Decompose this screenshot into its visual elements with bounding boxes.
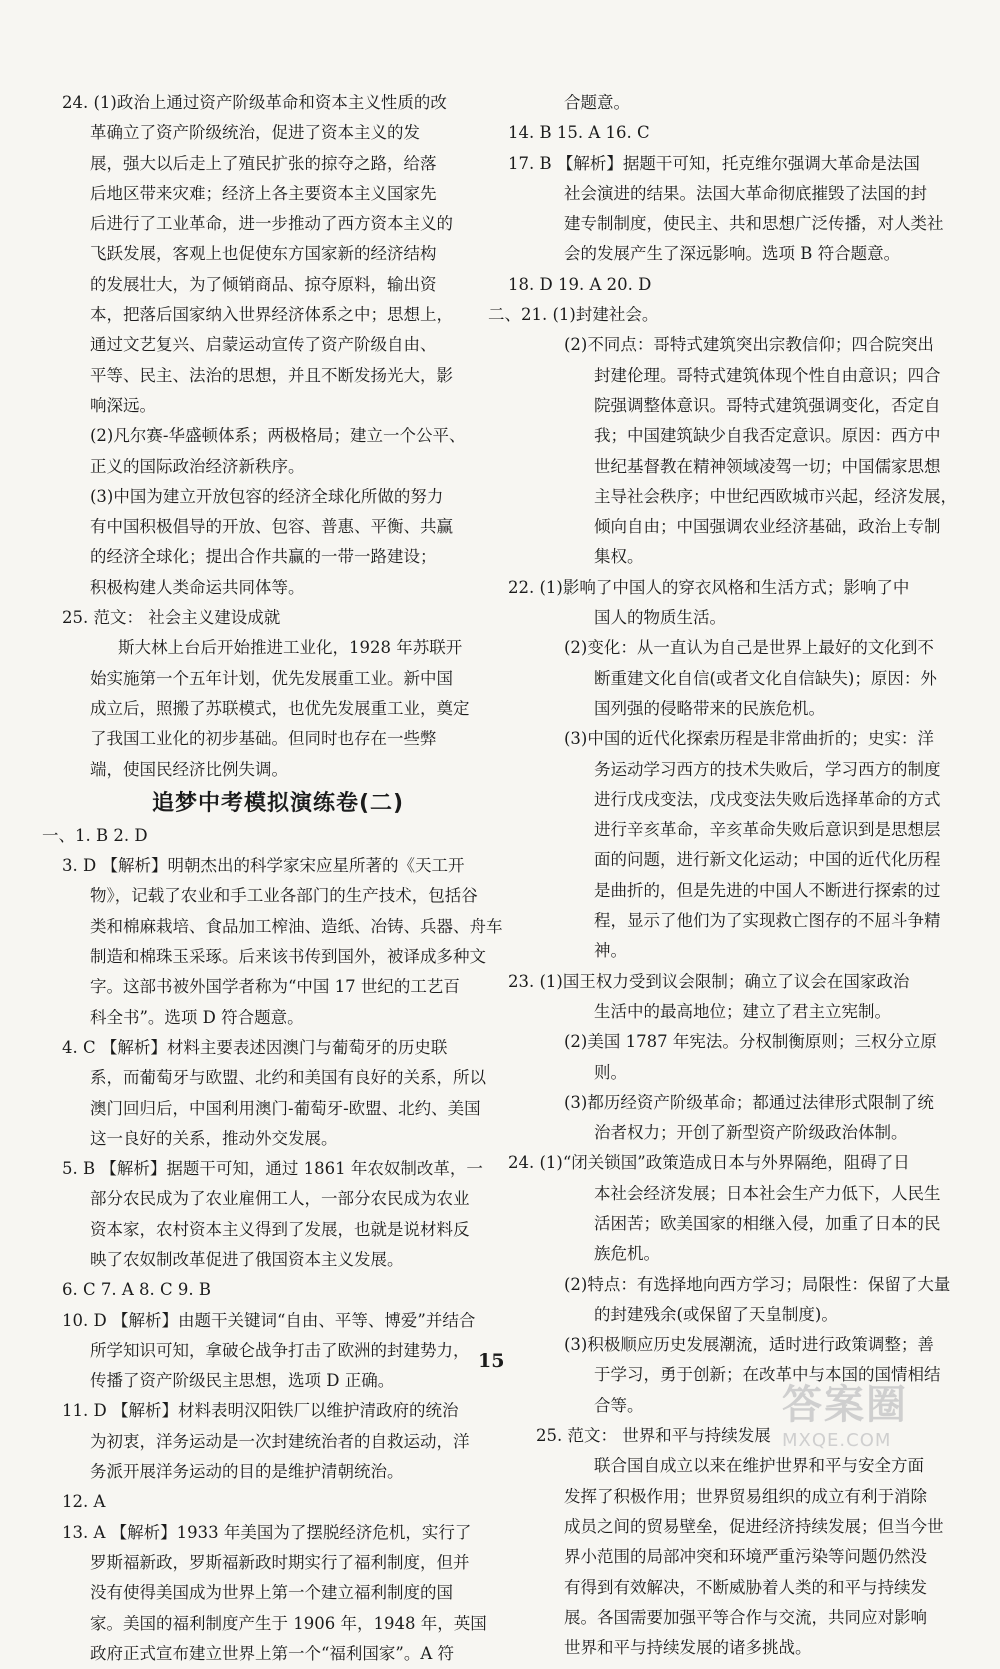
watermark-logo-text: 答案圈	[782, 1382, 908, 1428]
text-line: 世纪基督教在精神领域凌驾一切；中国儒家思想	[594, 456, 941, 476]
text-line: 政府正式宣布建立世界上第一个“福利国家”。A 符	[90, 1643, 455, 1663]
text-line: 有中国积极倡导的开放、包容、普惠、平衡、共赢	[90, 517, 453, 537]
text-line: 本，把落后国家纳入世界经济体系之中；思想上，	[90, 305, 453, 325]
text-line: 3. D 【解析】明朝杰出的科学家宋应星所著的《天工开	[62, 856, 465, 876]
text-line: 有得到有效解决，不断威胁着人类的和平与持续发	[564, 1577, 927, 1597]
text-line: 23. (1)国王权力受到议会限制；确立了议会在国家政治	[508, 971, 910, 991]
text-line: (2)美国 1787 年宪法。分权制衡原则；三权分立原	[564, 1032, 937, 1052]
text-line: 合等。	[594, 1395, 644, 1415]
text-line: 倾向自由；中国强调农业经济基础，政治上专制	[594, 517, 941, 537]
text-line: (2)不同点：哥特式建筑突出宗教信仰；四合院突出	[564, 335, 934, 355]
text-line: 一、1. B 2. D	[42, 825, 148, 845]
text-line: 是曲折的，但是先进的中国人不断进行探索的过	[594, 880, 941, 900]
text-line: 10. D 【解析】由题干关键词“自由、平等、博爱”并结合	[62, 1310, 476, 1330]
text-line: 社会演进的结果。法国大革命彻底摧毁了法国的封	[564, 183, 927, 203]
text-line: 发挥了积极作用；世界贸易组织的成立有利于消除	[564, 1486, 927, 1506]
text-line: 部分农民成为了农业雇佣工人，一部分农民成为农业	[90, 1189, 470, 1209]
text-line: 22. (1)影响了中国人的穿衣风格和生活方式；影响了中	[508, 577, 910, 597]
text-line: 25. 范文： 世界和平与持续发展	[536, 1426, 771, 1446]
text-line: 没有使得美国成为世界上第一个建立福利制度的国	[90, 1583, 453, 1603]
text-line: 断重建文化自信(或者文化自信缺失)；原因：外	[594, 668, 937, 688]
page-number: 15	[478, 1350, 505, 1372]
text-line: 二、21. (1)封建社会。	[488, 305, 659, 325]
text-line: 始实施第一个五年计划，优先发展重工业。新中国	[90, 668, 453, 688]
text-line: 联合国自成立以来在维护世界和平与安全方面	[594, 1456, 924, 1476]
text-line: 展，强大以后走上了殖民扩张的掠夺之路，给落	[90, 153, 437, 173]
text-line: 斯大林上台后开始推进工业化，1928 年苏联开	[118, 638, 463, 658]
section-title: 追梦中考模拟演练卷(二)	[151, 790, 405, 816]
text-line: 科全书”。选项 D 符合题意。	[90, 1007, 304, 1027]
text-line: 积极构建人类命运共同体等。	[90, 577, 305, 597]
text-line: 25. 范文： 社会主义建设成就	[62, 608, 281, 628]
text-line: 映了农奴制改革促进了俄国资本主义发展。	[90, 1249, 404, 1269]
text-line: (3)都历经资产阶级革命；都通过法律形式限制了统	[564, 1092, 934, 1112]
text-line: 11. D 【解析】材料表明汉阳铁厂以维护清政府的统治	[62, 1401, 459, 1421]
text-line: 资本家，农村资本主义得到了发展，也就是说材料反	[90, 1219, 470, 1239]
text-line: 我；中国建筑缺少自我否定意识。原因：西方中	[594, 426, 941, 446]
text-line: 进行戊戌变法，戊戌变法失败后选择革命的方式	[594, 789, 941, 809]
text-line: 飞跃发展，客观上也促使东方国家新的经济结构	[90, 244, 437, 264]
text-line: 12. A	[62, 1492, 106, 1512]
text-line: 家。美国的福利制度产生于 1906 年，1948 年，英国	[90, 1613, 487, 1633]
text-line: 这一良好的关系，推动外交发展。	[90, 1128, 338, 1148]
text-line: 进行辛亥革命，辛亥革命失败后意识到是思想层	[594, 820, 941, 840]
text-line: 字。这部书被外国学者称为“中国 17 世纪的工艺百	[90, 977, 460, 997]
text-line: 24. (1)政治上通过资产阶级革命和资本主义性质的改	[62, 93, 447, 112]
text-line: 后进行了工业革命，进一步推动了西方资本主义的	[90, 214, 453, 234]
text-line: 端，使国民经济比例失调。	[90, 759, 288, 779]
text-line: 5. B 【解析】据题干可知，通过 1861 年农奴制改革，一	[62, 1159, 483, 1179]
text-line: 世界和平与持续发展的诸多挑战。	[564, 1638, 812, 1658]
text-line: 集权。	[594, 547, 644, 567]
text-line: 神。	[594, 941, 627, 961]
text-line: 生活中的最高地位；建立了君主立宪制。	[594, 1001, 891, 1021]
text-line: 所学知识可知，拿破仑战争打击了欧洲的封建势力，	[90, 1340, 470, 1360]
text-line: (3)中国的近代化探索历程是非常曲折的；史实：洋	[564, 729, 934, 749]
text-line: 澳门回归后，中国利用澳门-葡萄牙-欧盟、北约、美国	[90, 1098, 481, 1118]
text-line: 治者权力；开创了新型资产阶级政治体制。	[594, 1123, 908, 1143]
text-line: 响深远。	[90, 395, 156, 415]
text-line: 成立后，照搬了苏联模式，也优先发展重工业，奠定	[90, 698, 470, 718]
text-line: 4. C 【解析】材料主要表述因澳门与葡萄牙的历史联	[62, 1037, 448, 1057]
text-line: 展。各国需要加强平等合作与交流，共同应对影响	[564, 1607, 927, 1627]
text-line: 系，而葡萄牙与欧盟、北约和美国有良好的关系，所以	[90, 1068, 486, 1088]
text-line: 主导社会秩序；中世纪西欧城市兴起，经济发展，	[594, 486, 957, 506]
text-line: 封建伦理。哥特式建筑体现个性自由意识；四合	[594, 365, 941, 385]
text-line: (3)中国为建立开放包容的经济全球化所做的努力	[90, 486, 444, 506]
text-line: 14. B 15. A 16. C	[508, 123, 650, 143]
watermark-logo	[782, 1373, 982, 1453]
text-line: 的经济全球化；提出合作共赢的一带一路建设；	[90, 547, 437, 567]
text-line: 24. (1)“闭关锁国”政策造成日本与外界隔绝，阻碍了日	[508, 1153, 910, 1173]
text-line: (3)积极顺应历史发展潮流，适时进行政策调整；善	[564, 1335, 934, 1355]
text-line: 后地区带来灾难；经济上各主要资本主义国家先	[90, 183, 437, 203]
text-line: 面的问题，进行新文化运动；中国的近代化历程	[594, 850, 941, 870]
text-line: 国列强的侵略带来的民族危机。	[594, 698, 825, 718]
text-line: 于学习，勇于创新；在改革中与本国的国情相结	[594, 1365, 941, 1385]
text-line: 6. C 7. A 8. C 9. B	[62, 1280, 211, 1300]
text-line: 物》，记载了农业和手工业各部门的生产技术，包括谷	[90, 886, 478, 906]
text-line: 务派开展洋务运动的目的是维护清朝统治。	[90, 1462, 404, 1482]
left-column	[42, 88, 503, 1669]
text-line: 的发展壮大，为了倾销商品、掠夺原料，输出资	[90, 274, 437, 294]
text-line: 罗斯福新政，罗斯福新政时期实行了福利制度，但并	[90, 1552, 470, 1572]
text-line: 本社会经济发展；日本社会生产力低下，人民生	[594, 1183, 941, 1203]
text-line: 13. A 【解析】1933 年美国为了摆脱经济危机，实行了	[62, 1522, 472, 1542]
text-line: (2)凡尔赛-华盛顿体系；两极格局；建立一个公平、	[90, 426, 466, 446]
text-line: 建专制制度，使民主、共和思想广泛传播，对人类社	[564, 214, 944, 234]
text-line: 成员之间的贸易壁垒，促进经济持续发展；但当今世	[564, 1516, 944, 1536]
text-line: 会的发展产生了深远影响。选项 B 符合题意。	[564, 244, 901, 264]
text-line: 合题意。	[564, 93, 630, 112]
text-line: 了我国工业化的初步基础。但同时也存在一些弊	[90, 729, 437, 749]
text-line: 的封建残余(或保留了天皇制度)。	[594, 1304, 838, 1324]
text-line: 平等、民主、法治的思想，并且不断发扬光大，影	[90, 365, 453, 385]
text-line: 族危机。	[594, 1244, 660, 1264]
text-line: 传播了资产阶级民主思想，选项 D 正确。	[90, 1371, 395, 1391]
text-line: (2)特点：有选择地向西方学习；局限性：保留了大量	[564, 1274, 951, 1294]
text-line: 制造和棉珠玉采琢。后来该书传到国外，被译成多种文	[90, 947, 486, 967]
text-line: 程，显示了他们为了实现救亡图存的不屈斗争精	[594, 911, 941, 931]
text-line: 18. D 19. A 20. D	[508, 274, 652, 294]
text-line: 国人的物质生活。	[594, 608, 726, 628]
text-line: 界小范围的局部冲突和环境严重污染等问题仍然没	[564, 1547, 927, 1567]
text-line: 正义的国际政治经济新秩序。	[90, 456, 305, 476]
text-line: 务运动学习西方的技术失败后，学习西方的制度	[594, 759, 941, 779]
text-line: 类和棉麻栽培、食品加工榨油、造纸、冶铸、兵器、舟车	[90, 916, 503, 936]
text-line: (2)变化：从一直认为自己是世界上最好的文化到不	[564, 638, 934, 658]
text-line: 活困苦；欧美国家的相继入侵，加重了日本的民	[594, 1213, 941, 1233]
text-line: 17. B 【解析】据题干可知，托克维尔强调大革命是法国	[508, 153, 920, 173]
watermark-url: MXQE.COM	[782, 1430, 892, 1451]
text-line: 为初衷，洋务运动是一次封建统治者的自救运动，洋	[90, 1431, 470, 1451]
text-line: 院强调整体意识。哥特式建筑强调变化，否定自	[594, 395, 941, 415]
text-line: 革确立了资产阶级统治，促进了资本主义的发	[90, 123, 420, 143]
text-line: 则。	[594, 1062, 627, 1082]
text-line: 通过文艺复兴、启蒙运动宣传了资产阶级自由、	[90, 335, 437, 355]
